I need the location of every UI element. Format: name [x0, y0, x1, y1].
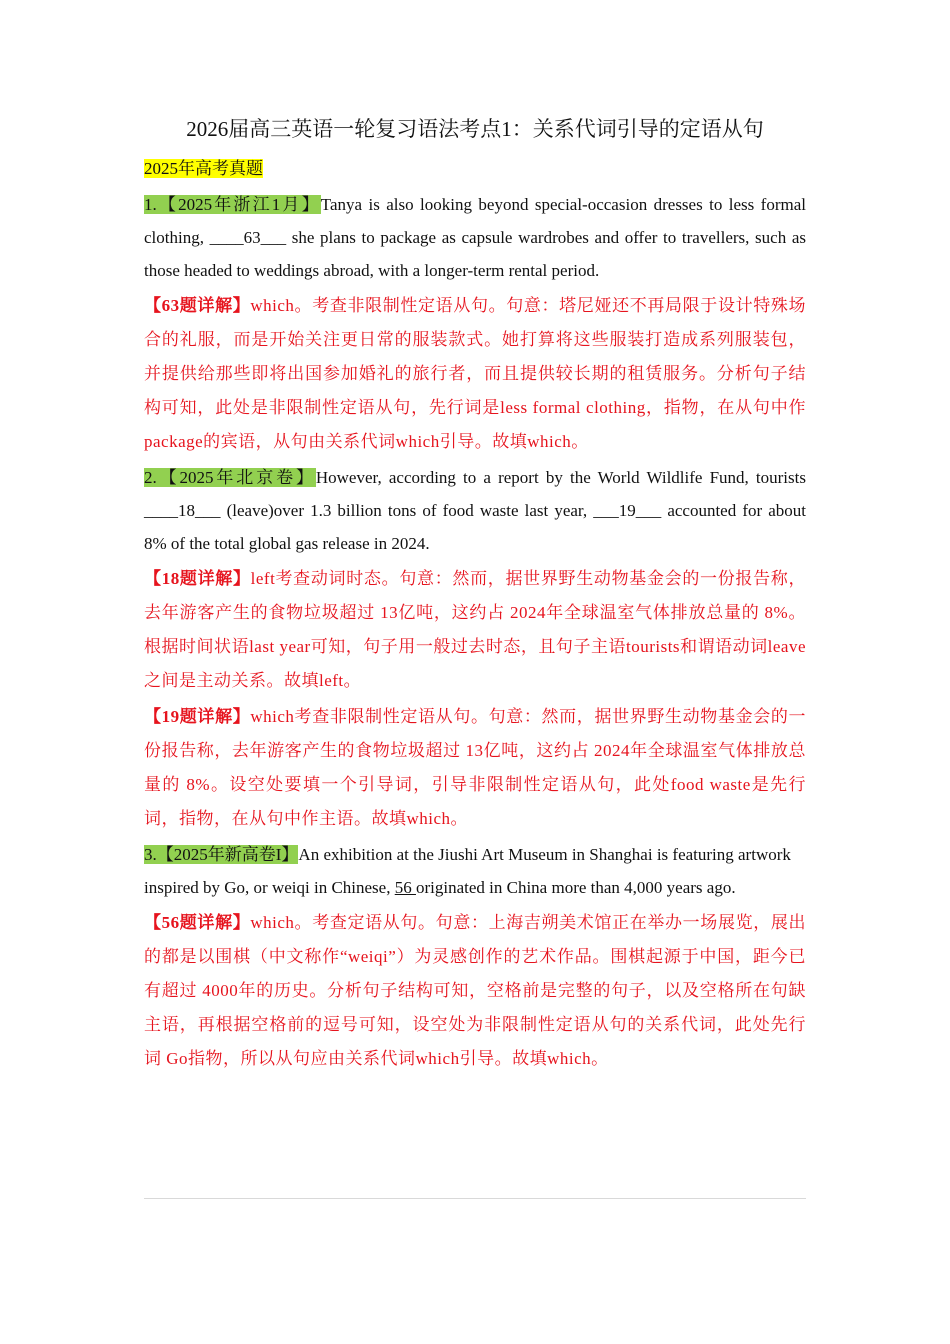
question-3-text-a: An exhibition at the Jiushi Art Museum in Shanghai is featuring artwork inspired by Go, or weiqi in Chinese,: [144, 845, 791, 897]
answer-63: [144, 289, 806, 459]
answer-19: [144, 700, 806, 836]
question-3: [144, 838, 806, 904]
section-heading-text: 2025年高考真题: [144, 159, 263, 178]
question-2-tag: 2.【2025年北京卷】: [144, 468, 316, 487]
answer-18-text: left考查动词时态。句意：然而，据世界野生动物基金会的一份报告称，去年游客产生的食物垃圾超过 13亿吨，这约占 2024年全球温室气体排放总量的 8%。根据时间状语last year可知，句子用一般过去时态，且句子主语tourists和谓语动词leave之间是主动关系。故填left。: [144, 569, 806, 690]
answer-18-tag: 【18题详解】: [144, 569, 251, 588]
question-3-tag: 3.【2025年新高卷I】: [144, 845, 299, 864]
answer-19-text: which考查非限制性定语从句。句意：然而，据世界野生动物基金会的一份报告称，去年游客产生的食物垃圾超过 13亿吨，这约占 2024年全球温室气体排放总量的 8%。设空处要填一个引导词，引导非限制性定语从句，此处food waste是先行词，指物，在从句中作主语。故填which。: [144, 707, 807, 828]
answer-63-text: which。考查非限制性定语从句。句意：塔尼娅还不再局限于设计特殊场合的礼服，而是开始关注更日常的服装款式。她打算将这些服装打造成系列服装包，并提供给那些即将出国参加婚礼的旅行者，而且提供较长期的租赁服务。分析句子结构可知，此处是非限制性定语从句，先行词是less formal clothing，指物，在从句中作package的宾语，从句由关系代词which引导。故填which。: [144, 296, 807, 451]
answer-63-tag: 【63题详解】: [144, 296, 251, 315]
answer-18: [144, 562, 806, 698]
answer-56-text: which。考查定语从句。句意：上海吉朔美术馆正在举办一场展览，展出的都是以围棋（中文称作“weiqi”）为灵感创作的艺术作品。围棋起源于中国，距今已有超过 4000年的历史。分析句子结构可知，空格前是完整的句子，以及空格所在句缺主语，再根据空格前的逗号可知，设空处为非限制性定语从句的关系代词，此处先行词 Go指物，所以从句应由关系代词which引导。故填which。: [144, 913, 807, 1068]
question-1-text: Tanya is also looking beyond special-occasion dresses to less formal clothing, ____63___ she plans to package as capsule wardrobes and offer to travellers, such as those headed to weddings abroad, with a longer-term rental period.: [144, 195, 806, 280]
page-title: 2026届高三英语一轮复习语法考点1：关系代词引导的定语从句: [186, 117, 764, 141]
document-body: [144, 112, 806, 1078]
question-3-text-b: originated in China more than 4,000 years ago.: [415, 878, 736, 897]
question-2-text: However, according to a report by the World Wildlife Fund, tourists ____18___ (leave)over 1.3 billion tons of food waste last year, ___19___ accounted for about 8% of the total global gas release in 2024.: [144, 468, 806, 553]
question-1: [144, 188, 806, 287]
question-1-tag: 1.【2025年浙江1月】: [144, 195, 321, 214]
question-3-blank: 56: [394, 878, 416, 897]
bottom-divider: [144, 1198, 806, 1199]
question-2: [144, 461, 806, 560]
answer-56: [144, 906, 806, 1076]
section-heading: [144, 154, 806, 184]
answer-56-tag: 【56题详解】: [144, 913, 251, 932]
answer-19-tag: 【19题详解】: [144, 707, 251, 726]
